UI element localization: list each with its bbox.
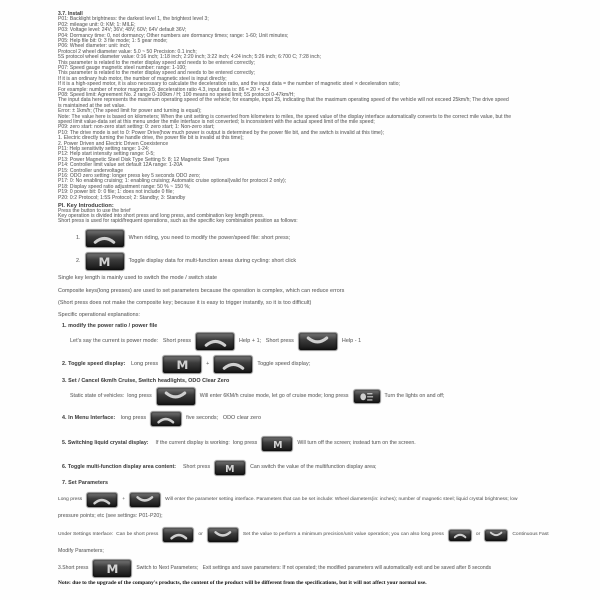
text-run: Help - 1 [341,337,362,344]
text-run: 5S protocol wheel diameter value: 0:16 inch; 1:18 inch; 2:20 inch; 3:22 inch; 4:24 inch; 5:26 inch; 6:700 C; 7:28 inch; [58,54,322,61]
text-run: Let's say the current is power mode: Short press [70,337,191,344]
text-run: 1. [76,234,81,241]
text-run: Pl. Key Introduction: [58,202,114,209]
text-run: Note: due to the upgrade of the company's products, the content of the product will be different from the specifications, but it will not affect your normal use. [58,580,427,586]
up-button-icon [150,411,182,427]
text-run: P05: Help file bit: 0: 3 file mode; 1: 5 gear mode; [58,38,168,44]
text-run: Help + 1; Short press [238,337,294,344]
m-button-icon [85,252,125,271]
doc-line [62,481,108,487]
down-button-icon [207,527,239,543]
svg-text:M: M [225,463,235,475]
text-run: Toggle display data for multi-function areas during cycling: short click [128,257,297,264]
text-run: Modify Parameters; [58,548,104,554]
text-run: or [475,532,481,538]
up-button-icon [162,527,194,543]
text-run: 3.7. Install [58,11,83,17]
down-button-icon [156,387,196,406]
text-run: 7. Set Parameters [62,480,109,486]
doc-line [62,411,261,427]
doc-line [76,252,296,271]
text-run: P04: Dormancy time: 0, not dormancy; Other numbers are dormancy times; range: 1-60; Unit minutes; [58,32,289,39]
text-run: Continuous Fast [512,532,549,538]
text-run: Will enter 6KM/h cruise mode, let go of cruise mode; long press [199,392,349,399]
text-run: P14: Controller limit value set default 12A range: 1-20A [58,162,183,169]
text-run: 1. modify the power ratio / power file [62,323,158,329]
text-run: Can switch the value of the multifunction display area; [250,464,377,471]
up-button-icon [86,492,118,508]
m-button-icon [162,355,202,374]
doc-line [58,289,344,295]
text-run: P20: 0:2 Protocol; 1:5S Protocol; 2: Standby; 3: Standby [58,194,186,201]
text-run: five seconds; ODO clear zero [186,415,261,422]
doc-line [62,436,416,452]
text-run: Protocol 2 wheel diameter value: 5.0 ~ 50 Precision: 0.1 inch; [58,48,197,55]
text-run: 4. In Menu Interface: [62,415,116,422]
text-run: P13: Power Magnetic Steel Disk Type Setting 5: 8; 12 Magnetic Steel Types [58,156,230,163]
text-run: speed limit value-data set at this menu under the mile interface is not converted; Is inconsistent with the actual speed limit of the mile speed; [58,119,375,125]
footer-note [58,581,427,587]
text-run: 6. Toggle multi-function display area content: [62,464,177,471]
down-button-icon [484,529,508,542]
text-run: Set the value to perform a minimum precision/unit value operation; you can also long press [242,532,444,538]
text-run: P18: Display speed ratio adjustment range: 50 % ~ 150 %; [58,183,191,190]
text-run: 5. Switching liquid crystal display: [62,440,149,447]
text-run: + [122,497,126,503]
down-button-icon [298,332,338,351]
text-run: P08: Speed limit: Agreement No. 2 range 0-100km / H; 100 means no speed limit; 5S protocol 0-47km/H; [58,92,295,98]
text-run: If it is an ordinary hub motor, the number of magnetic steel is input directly; [58,75,227,82]
text-run: pressure points; etc (see settings: P01-P20); [58,513,163,519]
text-run: Long press [58,497,83,503]
text-run: If the current display is working: long press [152,440,258,447]
text-run: P16: ODO zero setting: longer press key 5 seconds ODO zero; [58,173,201,179]
text-run: Specific operational explanations: [58,312,141,318]
up-button-icon [85,229,125,248]
doc-line [62,379,229,385]
doc-line [58,313,140,319]
text-run: P12: Help start intensity setting range: 0-5; [58,151,155,158]
doc-line [58,559,491,578]
text-run: Static state of vehicles: long press [70,392,152,399]
text-run: This parameter is related to the meter display speed and needs to be entered correctly; [58,59,255,66]
doc-line [62,355,310,374]
text-run: If it is a high-speed motor, it is also necessary to calculate the deceleration ratio, and the input data = the number of magnetic steel × deceleration ratio; [58,81,400,88]
text-run: Note: The value here is based on kilometers; When the unit setting is converted from kilometers to miles, the speed value of the display interface automatically converts to the correct mile value, but the [58,113,512,120]
up-button-icon [448,529,472,542]
text-run: 1. Electric directly turning the handle drive, the power file bit is invalid at this time); [58,135,244,142]
doc-line [58,492,518,508]
text-run: Single key length is mainly used to switch the mode / switch state [58,275,218,281]
svg-text:M: M [176,358,189,372]
text-run: 2. Toggle speed display: [62,360,126,367]
text-run: (Short press does not make the composite key; because it is easy to trigger instantly, so it is too difficult) [58,300,312,306]
text-run: Press the button to use the brief [58,207,131,214]
text-run: When riding, you need to modify the power/speed file: short press; [128,234,291,241]
doc-line [58,514,163,520]
m-button-icon [214,460,246,476]
text-run: Switch to Next Parameters; Exit settings and save parameters: If not operated; the modified parameters will automatically exit and be saved after 8 seconds [136,564,492,571]
doc-line [58,196,185,202]
doc-line [62,460,377,476]
doc-line [58,527,549,543]
text-run: P06: Wheel diameter: unit: inch; [58,43,131,50]
text-run: P01: Backlight brightness: the darkest level 1, the brightest level 3; [58,16,209,23]
up-button-icon [195,332,235,351]
text-run: Short press is used for rapid/frequent operations, such as the specific key combination position as follows: [58,217,298,224]
text-run: P09: zero start: non-zero start setting: 0: zero start; 1: Non-zero start; [58,124,215,131]
doc-line [58,549,104,555]
text-run: 3. Set / Cancel 6km/h Cruise, Switch headlights, ODO Clear Zero [62,378,230,384]
doc-line [70,387,444,406]
text-run: P02: mileage unit: 0: KM; 1: MILE; [58,21,136,28]
text-run: Toggle speed display; [257,360,311,367]
text-run: The input data here represents the maximum operating speed of the vehicle; for example, input 25, indicating that the maximum operating speed of the vehicle will not exceed 25km/h; The drive speed [58,97,509,104]
text-run: Under Settings Interface: Can be short press [58,532,159,538]
text-run: or [198,532,203,538]
text-run: P15: Controller undervoltage [58,167,124,174]
m-button-icon [92,559,132,578]
text-run: P19: 0 power bit: 0: 0 file; 1: does not include 0 file; [58,189,174,196]
doc-line [58,276,217,282]
text-run: long press [119,415,147,422]
doc-line [58,219,298,225]
text-run: P11: Help sensitivity setting range: 1-24; [58,146,150,152]
down-button-icon [129,492,161,508]
text-run: P10: The drive mode is set to 0: Power Drive(how much power is output is determined by the power file bit, and the switch is invalid at this time); [58,129,385,136]
text-run: Composite keys(long presses) are used to set parameters because the operation is complex, which can reduce errors [58,288,345,294]
text-run: 2. Power Driven and Electric Driven Coexistence [58,140,169,147]
text-run: Short press [180,464,211,471]
text-run: + [206,360,210,367]
text-run: is maintained at the set value. [58,102,126,109]
svg-text:M: M [98,255,111,269]
doc-line [70,332,361,351]
svg-text:M: M [272,439,283,451]
text-run: Will turn off the screen; instead turn on the screen. [297,440,416,447]
text-run: P17: 0: No enabling cruising; 1: enabling cruising; Automatic cruise optional(valid for protocol 2 only); [58,178,287,185]
headlight-button-icon [353,389,381,404]
text-run: Error: ± 1km/h; (The speed limit for power and turning is equal); [58,108,202,115]
doc-line [58,301,311,307]
doc-line [76,229,290,248]
text-run: For example: number of motor magnets 20, deceleration ratio 4.3, input data is: 86 = 20 × 4.3 [58,86,269,93]
text-run: Will enter the parameter setting interface. Parameters that can be set include: Wheel diameters(in: inches); number of magnetic steel; liquid crystal brightness; low [165,497,518,503]
m-button-icon [261,436,293,452]
svg-text:M: M [106,562,119,576]
text-run: 3.Short press [58,564,89,571]
text-run: Long press [129,360,159,367]
text-run: P07: Speed gauge magnetic steel number: range: 1-100; [58,65,187,71]
text-run: Key operation is divided into short press and long press, and combination key length press. [58,212,265,219]
up-button-icon [213,355,253,374]
text-run: Turn the lights on and off; [384,392,445,399]
text-run: This parameter is related to the meter display speed and needs to be entered correctly; [58,70,255,77]
text-run: P03: Voltage level: 24V; 36V; 48V; 60V; 64V default 36V; [58,27,187,34]
doc-line [62,324,157,330]
text-run: 2. [76,257,81,264]
